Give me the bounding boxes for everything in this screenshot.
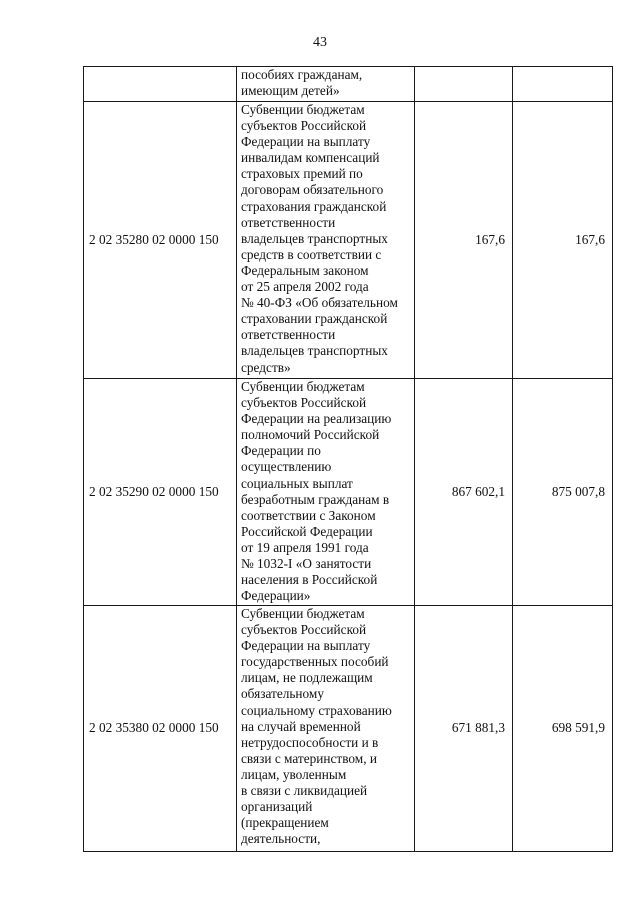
budget-code-cell xyxy=(84,67,237,102)
name-line: субъектов Российской xyxy=(241,118,367,134)
name-line: организаций xyxy=(241,799,313,815)
name-line: Российской Федерации xyxy=(241,523,373,539)
budget-name-cell xyxy=(237,606,415,852)
name-line: страховых премий по xyxy=(241,166,363,182)
name-line: ответственности xyxy=(241,327,336,343)
name-line: договорам обязательного xyxy=(241,182,384,198)
name-line: лицам, уволенным xyxy=(241,766,347,782)
name-line: соответствии с Законом xyxy=(241,507,376,523)
name-line: связи с материнством, и xyxy=(241,750,377,766)
name-line: владельцев транспортных xyxy=(241,343,388,359)
budget-name-cell xyxy=(237,102,415,379)
budget-code-cell: 2 02 35380 02 0000 150 xyxy=(84,606,237,852)
name-line: субъектов Российской xyxy=(241,395,367,411)
table-row xyxy=(84,606,613,852)
value-cell-2: 875 007,8 xyxy=(513,379,613,606)
name-line: Субвенции бюджетам xyxy=(241,379,365,394)
budget-code-cell: 2 02 35290 02 0000 150 xyxy=(84,379,237,606)
name-line: Федеральным законом xyxy=(241,262,369,278)
name-line: инвалидам компенсаций xyxy=(241,150,380,166)
name-line: Федерации на выплату xyxy=(241,638,371,654)
name-line: страхования гражданской xyxy=(241,198,387,214)
name-line: в связи с ликвидацией xyxy=(241,783,368,799)
table-row xyxy=(84,379,613,606)
name-line: на случай временной xyxy=(241,718,361,734)
budget-name-cell xyxy=(237,379,415,606)
value-cell-2: 167,6 xyxy=(513,102,613,379)
table-row xyxy=(84,102,613,379)
value-cell-2: 698 591,9 xyxy=(513,606,613,852)
name-line: страховании гражданской xyxy=(241,311,388,327)
name-line: населения в Российской xyxy=(241,572,378,588)
budget-name-cell xyxy=(237,67,415,102)
name-line: социальных выплат xyxy=(241,475,353,491)
name-line: ответственности xyxy=(241,214,336,230)
name-line: деятельности, xyxy=(241,831,321,847)
value-cell-1 xyxy=(415,67,513,102)
name-line: средств в соответствии с xyxy=(241,246,382,262)
name-line: имеющим детей» xyxy=(241,83,340,99)
name-line: Субвенции бюджетам xyxy=(241,606,365,621)
name-line: нетрудоспособности и в xyxy=(241,734,379,750)
value-cell-1: 167,6 xyxy=(415,102,513,379)
name-line: лицам, не подлежащим xyxy=(241,670,373,686)
name-line: обязательному xyxy=(241,686,324,702)
name-line: владельцев транспортных xyxy=(241,230,388,246)
name-line: осуществлению xyxy=(241,459,332,475)
name-line: от 25 апреля 2002 года xyxy=(241,279,369,295)
name-line: полномочий Российской xyxy=(241,427,380,443)
name-line: безработным гражданам в xyxy=(241,491,390,507)
name-line: (прекращением xyxy=(241,815,329,831)
name-line: № 40-ФЗ «Об обязательном xyxy=(241,295,398,311)
name-line: пособиях гражданам, xyxy=(241,67,363,82)
page-number: 43 xyxy=(313,35,327,50)
name-line: Федерации» xyxy=(241,588,311,604)
name-line: субъектов Российской xyxy=(241,622,367,638)
name-line: № 1032-I «О занятости xyxy=(241,556,372,572)
value-cell-1: 671 881,3 xyxy=(415,606,513,852)
table-row xyxy=(84,67,613,102)
budget-table xyxy=(83,66,613,852)
name-line: средств» xyxy=(241,359,291,375)
name-line: от 19 апреля 1991 года xyxy=(241,539,369,555)
value-cell-1: 867 602,1 xyxy=(415,379,513,606)
name-line: Федерации по xyxy=(241,443,321,459)
value-cell-2 xyxy=(513,67,613,102)
name-line: Субвенции бюджетам xyxy=(241,102,365,117)
name-line: Федерации на выплату xyxy=(241,134,371,150)
budget-code-cell: 2 02 35280 02 0000 150 xyxy=(84,102,237,379)
name-line: государственных пособий xyxy=(241,654,389,670)
name-line: Федерации на реализацию xyxy=(241,411,392,427)
name-line: социальному страхованию xyxy=(241,702,392,718)
